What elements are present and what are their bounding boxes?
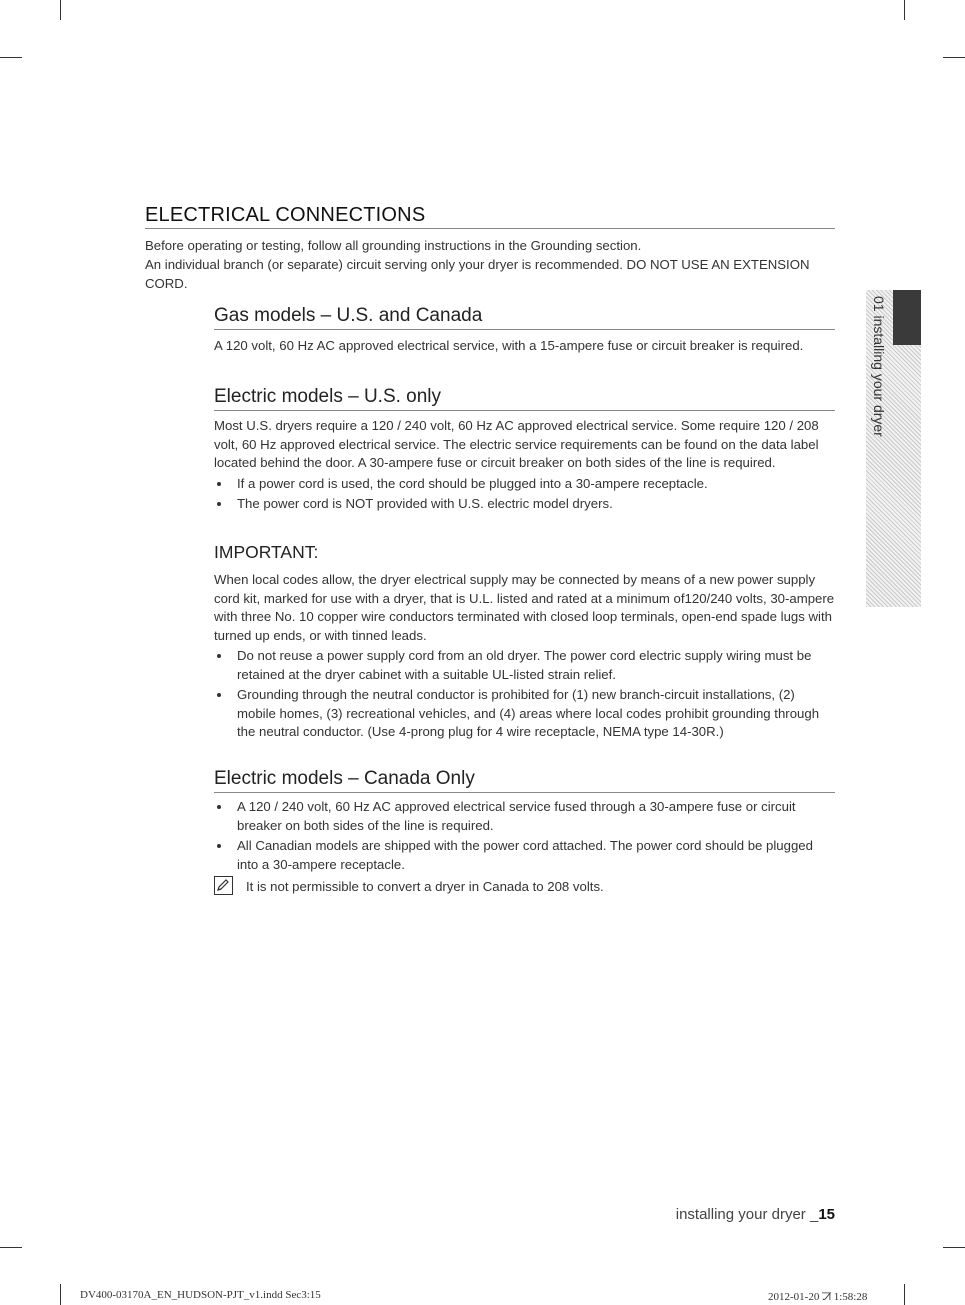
intro-text xyxy=(145,236,825,293)
important-heading: IMPORTANT: xyxy=(214,542,319,562)
list-item: Do not reuse a power supply cord from an old dryer. The power cord electric supply wiring must be retained at the dryer cabinet with a suitable UL-listed strain relief. xyxy=(214,647,836,684)
crop-mark xyxy=(0,1247,22,1248)
footer-label: installing your dryer _ xyxy=(675,1206,819,1223)
bullet-list xyxy=(214,798,836,874)
paragraph: Most U.S. dryers require a 120 / 240 volt, 60 Hz AC approved electrical service. Some require 120 / 208 volt, 60 Hz approved electrical service. The electric service requirements can be found on the data label located behind the door. A 30-ampere fuse or circuit breaker on both sides of the line is required. xyxy=(214,418,819,470)
list-item: If a power cord is used, the cord should be plugged into a 30-ampere receptacle. xyxy=(214,475,836,494)
important-text xyxy=(214,571,836,744)
electric-us-text xyxy=(214,417,836,516)
print-slug-date: 2012-01-20 ꠀ 1:58:28 xyxy=(768,1291,868,1303)
bullet-list xyxy=(214,475,836,514)
electric-canada-heading: Electric models – Canada Only xyxy=(214,767,835,793)
crop-mark xyxy=(60,0,61,20)
page-footer xyxy=(560,1205,835,1225)
electric-us-heading: Electric models – U.S. only xyxy=(214,385,835,411)
intro-paragraph: An individual branch (or separate) circuit serving only your dryer is recommended. DO NOT USE AN EXTENSION CORD. xyxy=(145,257,810,291)
note-pencil-icon xyxy=(214,876,233,895)
paragraph: A 120 volt, 60 Hz AC approved electrical service, with a 15-ampere fuse or circuit breaker is required. xyxy=(214,338,804,353)
gas-models-text xyxy=(214,337,836,356)
list-item: Grounding through the neutral conductor is prohibited for (1) new branch-circuit installations, (2) mobile homes, (3) recreational vehicles, and (4) areas where local codes prohibit grounding through the neutral conductor. (Use 4-prong plug for 4 wire receptacle, NEMA type 14-30R.) xyxy=(214,686,836,742)
section-title: ELECTRICAL CONNECTIONS xyxy=(145,203,835,229)
crop-mark xyxy=(943,1247,965,1248)
chapter-tab-marker xyxy=(893,290,921,345)
chapter-tab-label: 01 installing your dryer xyxy=(871,296,887,437)
list-item: The power cord is NOT provided with U.S. electric model dryers. xyxy=(214,495,836,514)
list-item: A 120 / 240 volt, 60 Hz AC approved electrical service fused through a 30-ampere fuse or circuit breaker on both sides of the line is required. xyxy=(214,798,836,835)
bullet-list xyxy=(214,647,836,742)
crop-mark xyxy=(904,1284,905,1305)
note-text: It is not permissible to convert a dryer in Canada to 208 volts. xyxy=(246,879,604,894)
gas-models-heading: Gas models – U.S. and Canada xyxy=(214,304,835,330)
intro-paragraph: Before operating or testing, follow all grounding instructions in the Grounding section. xyxy=(145,238,642,253)
list-item: All Canadian models are shipped with the power cord attached. The power cord should be plugged into a 30-ampere receptacle. xyxy=(214,837,836,874)
electric-canada-text xyxy=(214,798,836,876)
page-number: 15 xyxy=(818,1206,835,1223)
crop-mark xyxy=(0,57,22,58)
print-slug-file: DV400-03170A_EN_HUDSON-PJT_v1.indd Sec3:15 xyxy=(80,1289,321,1301)
paragraph: When local codes allow, the dryer electrical supply may be connected by means of a new power supply cord kit, marked for use with a dryer, that is U.L. listed and rated at a minimum of120/240 volts, 30-ampere with three No. 10 copper wire conductors terminated with closed loop terminals, open-end spade lugs with turned up ends, or with tinned leads. xyxy=(214,572,835,643)
crop-mark xyxy=(60,1284,61,1305)
crop-mark xyxy=(943,57,965,58)
crop-mark xyxy=(904,0,905,20)
